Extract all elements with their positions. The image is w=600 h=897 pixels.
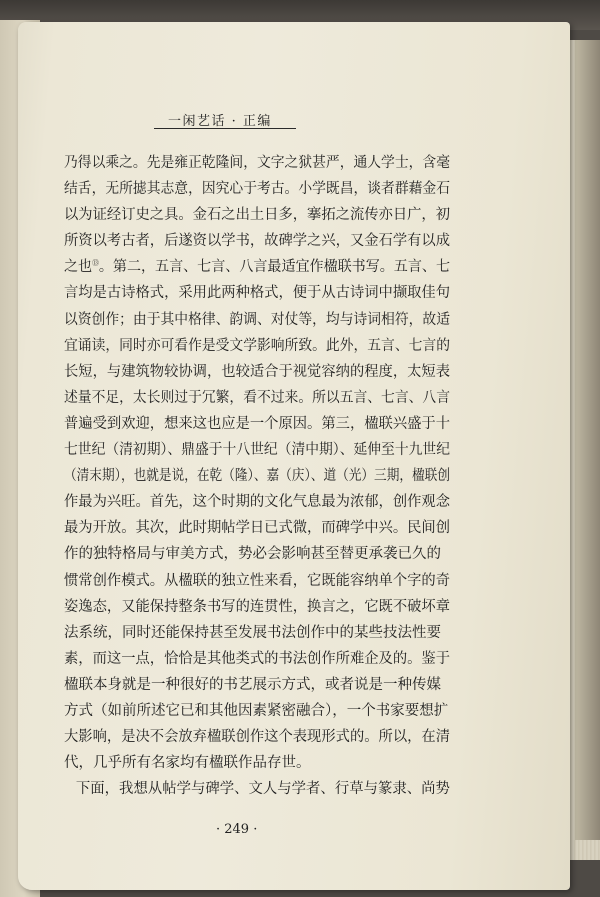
text-line: 法系统，同时还能保持甚至发展书法创作中的某些技法性要: [64, 624, 441, 641]
text-line: 宜诵读，同时亦可看作是受文学影响所致。此外，五言、七言的: [64, 337, 450, 354]
text-line: 楹联本身就是一种很好的书艺展示方式，或者说是一种传媒: [64, 676, 441, 693]
text-line: 素，而这一点，恰恰是其他类式的书法创作所难企及的。鉴于: [64, 650, 451, 667]
text-line: 所资以考古者，后遂资以学书，故碑学之兴，又金石学有以成: [64, 233, 451, 250]
text-line: 以资创作；由于其中格律、韵调、对仗等，均与诗词相符，故适: [64, 311, 450, 328]
text-line: 述量不足，太长则过于冗繁，看不过来。所以五言、七言、八言: [64, 389, 450, 406]
text-line: 普遍受到欢迎，想来这也应是一个原因。第三，楹联兴盛于十: [64, 415, 451, 432]
text-line: 作最为兴旺。首先，这个时期的文化气息最为浓郁，创作观念: [64, 494, 451, 511]
text-line: 大影响，是决不会放弃楹联创作这个表现形式的。所以，在清: [64, 729, 451, 746]
header-rule: [154, 128, 296, 129]
text-line: 之也⑬。第二，五言、七言、八言最适宜作楹联书写。五言、七: [64, 259, 450, 276]
text-line: 言均是古诗格式，采用此两种格式，便于从古诗词中撷取佳句: [64, 285, 451, 302]
running-header: 一闲艺话 · 正编: [168, 114, 272, 129]
text-line: 七世纪（清初期）、鼎盛于十八世纪（清中期）、延伸至十九世纪: [64, 442, 450, 459]
body-text: [64, 150, 450, 802]
text-line: 最为开放。其次，此时期帖学日已式微，而碑学中兴。民间创: [64, 520, 451, 537]
text-line: （清末期），也就是说，在乾（隆）、嘉（庆）、道（光）三期，楹联创: [64, 468, 450, 485]
page-number: · 249 ·: [216, 822, 258, 837]
text-line: 姿逸态，又能保持整条书写的连贯性，换言之，它既不破坏章: [64, 598, 451, 615]
text-line: 以为证经订史之具。金石之出土日多，搴拓之流传亦日广，初: [64, 207, 451, 224]
text-line: 结舌，无所摅其志意，因究心于考古。小学既昌，谈者群藉金石: [64, 181, 450, 198]
text-line: 惯常创作模式。从楹联的独立性来看，它既能容纳单个字的奇: [64, 572, 451, 589]
text-line: 作的独特格局与审美方式，势必会影响甚至替更承袭已久的: [64, 546, 441, 563]
text-line: 乃得以乘之。先是雍正乾隆间，文字之狱甚严，通人学士，含毫: [64, 155, 450, 171]
footnote-marker: ⑬: [92, 259, 99, 268]
text-line: 方式（如前所述它已和其他因素紧密融合），一个书家要想扩: [64, 702, 449, 719]
text-line: 下面，我想从帖学与碑学、文人与学者、行草与篆隶、尚势: [75, 781, 450, 798]
text-line: 长短，与建筑物较协调，也较适合于视觉容纳的程度，太短表: [64, 363, 451, 380]
book-edge: [575, 40, 600, 840]
text-line: 代，几乎所有名家均有楹联作品存世。: [64, 755, 311, 772]
